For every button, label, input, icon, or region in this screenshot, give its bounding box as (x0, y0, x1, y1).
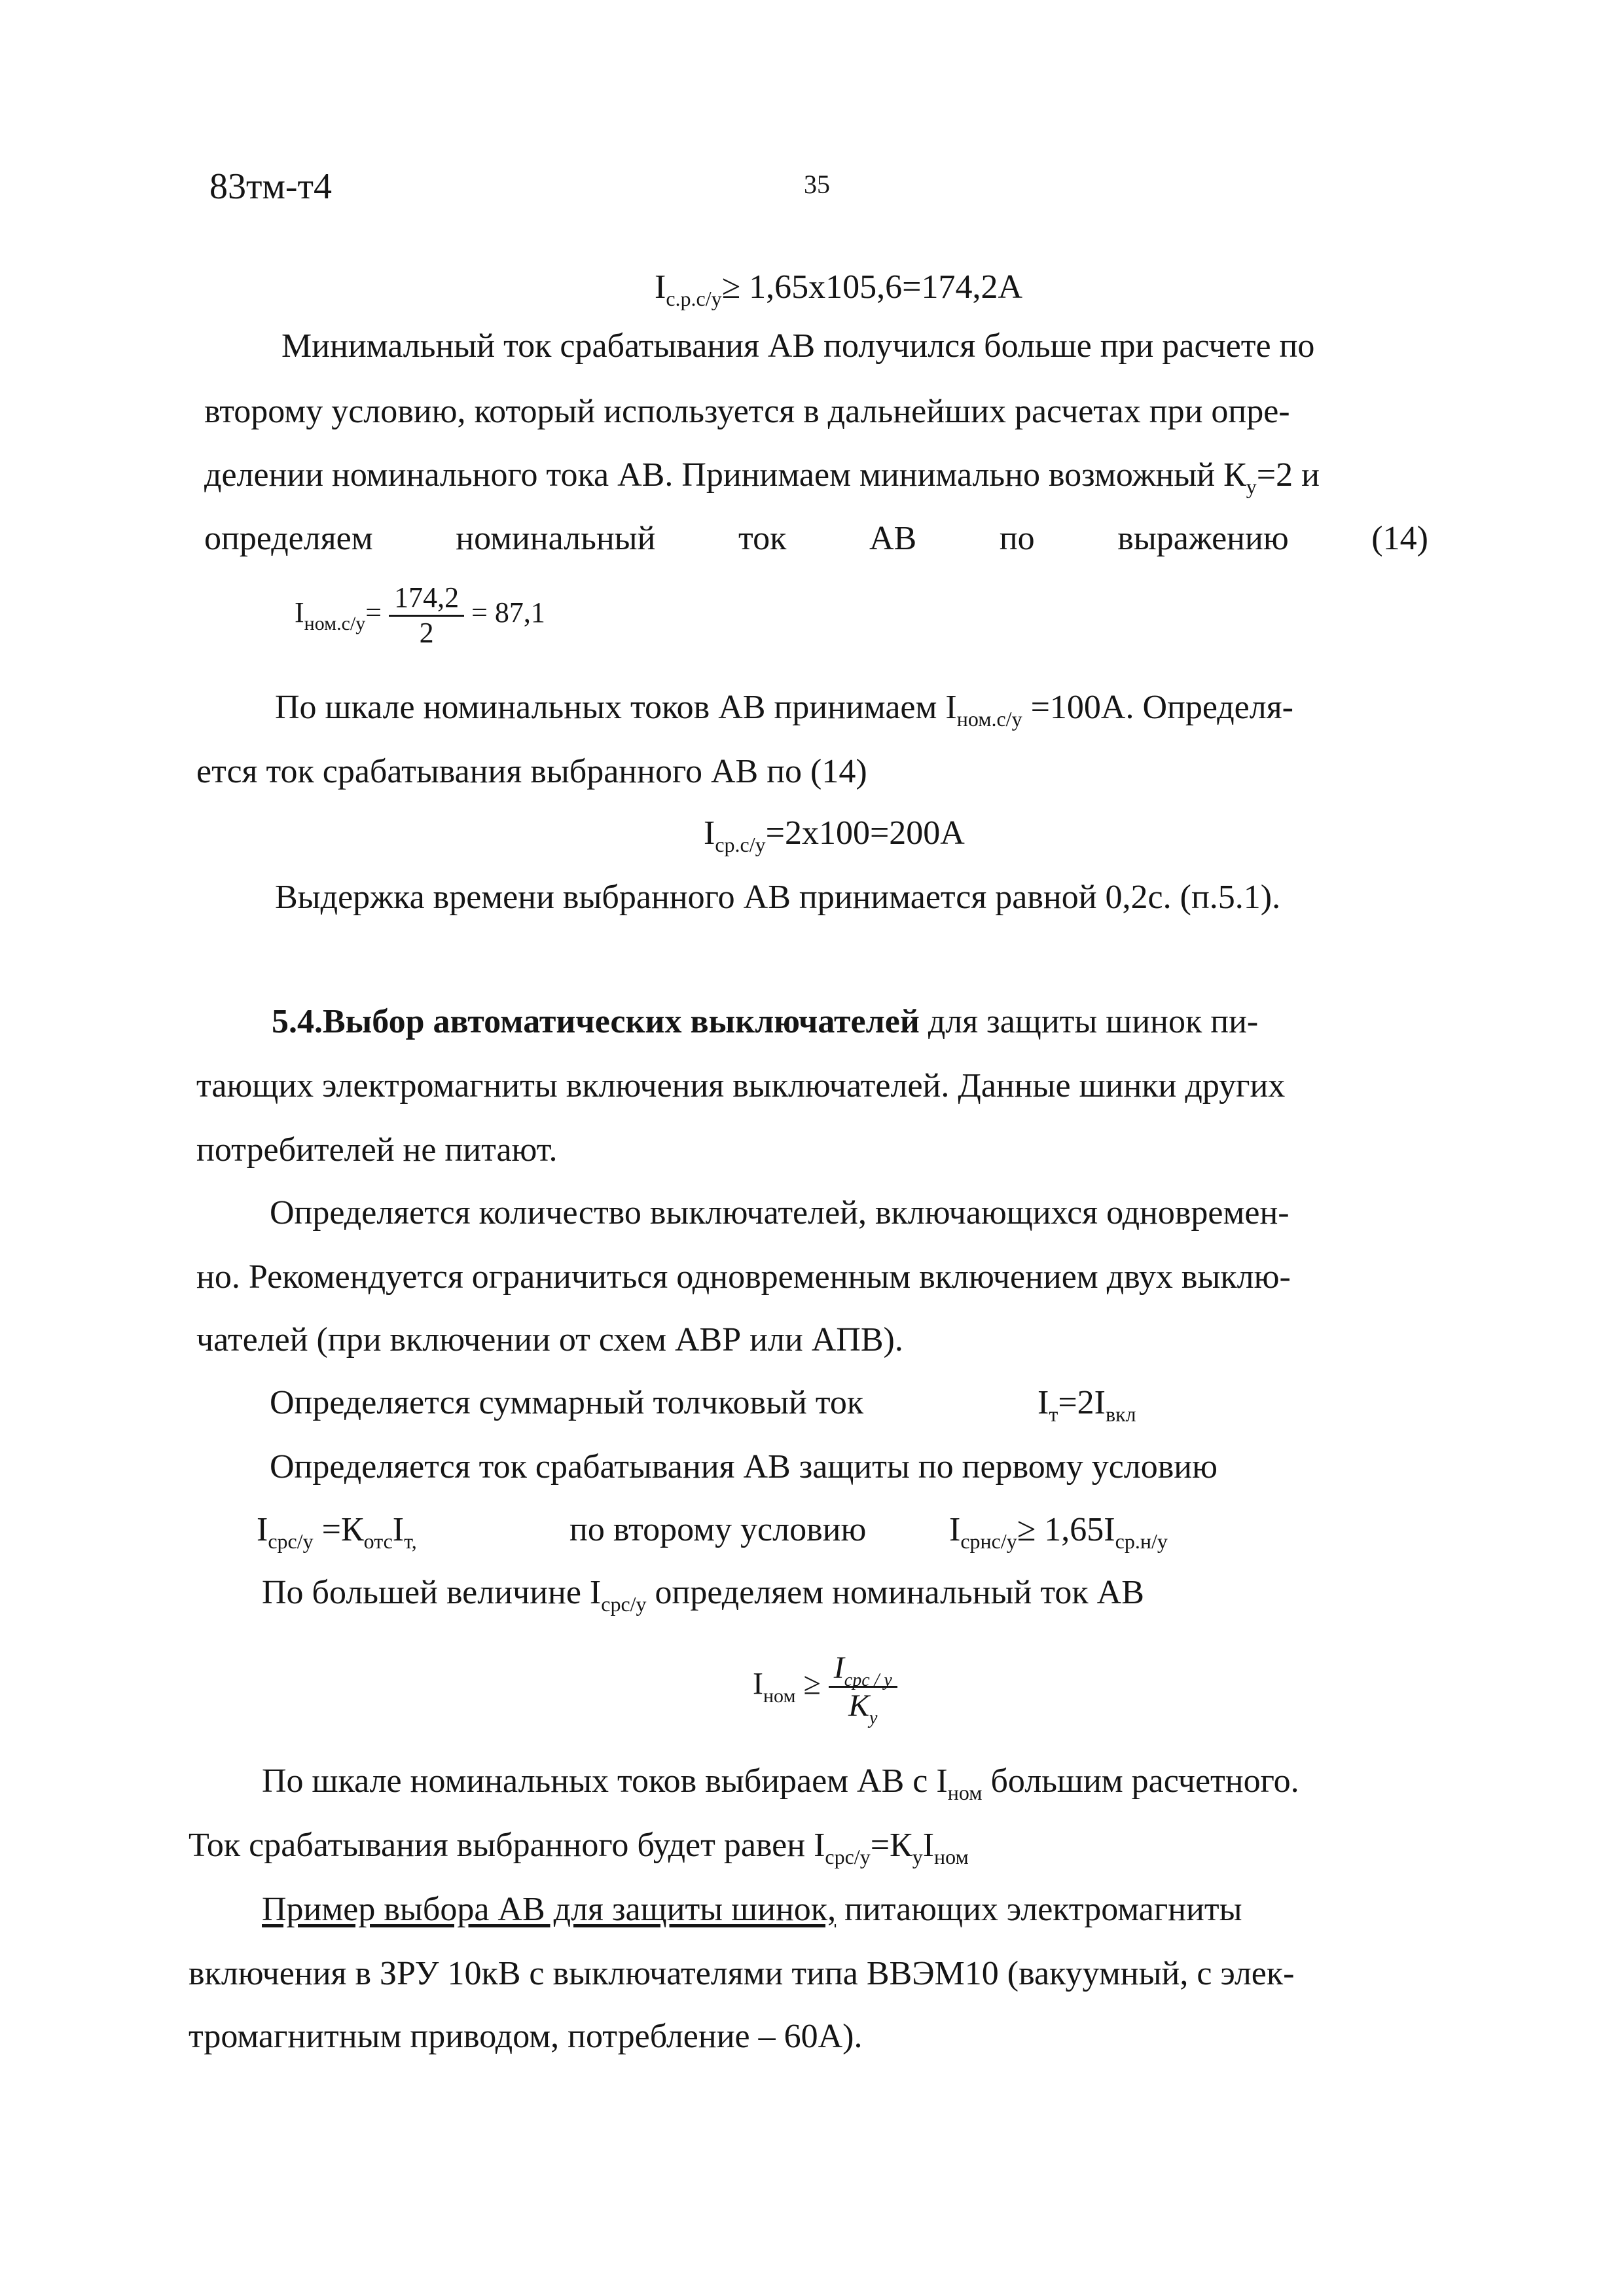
paragraph-4-line-3: чателей (при включении от схем АВР или АПВ). (196, 1321, 903, 1358)
paragraph-5-line-2: Определяется ток срабатывания АВ защиты по первому условию (270, 1448, 1218, 1485)
paragraph-2-line-2: ется ток срабатывания выбранного АВ по (14) (196, 753, 867, 790)
paragraph-1-line-2: второму условию, который используется в дальнейших расчетах при опре- (204, 393, 1290, 430)
formula-condition-1: $I_{срс/у} =К_{отс}I_{т,}$ (257, 1511, 417, 1553)
paragraph-4-line-2: но. Рекомендуется ограничиться одновременным включением двух выклю- (196, 1258, 1291, 1296)
paragraph-7-line-3: тромагнитным приводом, потребление – 60А). (189, 2018, 863, 2055)
formula-nominal-current: $I_{ном.с/у}=$ $\frac{174,2}{2}$ = 87,1 (295, 581, 545, 649)
formula-trip-current-selected: $I_{ср.с/у}=2х100=200А$ (704, 814, 965, 856)
paragraph-3: Выдержка времени выбранного АВ принимается равной 0,2с. (п.5.1). (275, 879, 1281, 916)
formula-min-trip-current: $I_{с.р.с/у}\ge 1,65х105,6=174,2А$ (655, 268, 1023, 310)
example-heading: Пример выбора АВ для защиты шинок, (262, 1891, 837, 1928)
paragraph-6-line-2: Ток срабатывания выбранного будет равен $I_{срс/у}=К_уI_{ном}$ (189, 1827, 969, 1868)
condition-2-label: по второму условию (569, 1511, 867, 1548)
paragraph-7-line-2: включения в ЗРУ 10кВ с выключателями типа ВВЭМ10 (вакуумный, с элек- (189, 1955, 1295, 1992)
paragraph-1-line-4: определяем номинальный ток АВ по выражению (14) (204, 520, 1428, 557)
paragraph-5-line-4: По большей величине $I_{срс/у}$ определяем номинальный ток АВ (262, 1574, 1144, 1616)
paragraph-1-line-1: Минимальный ток срабатывания АВ получился больше при расчете по (281, 327, 1315, 365)
section-5-4-line-2: тающих электромагниты включения выключателей. Данные шинки других (196, 1067, 1286, 1104)
paragraph-2-line-1: По шкале номинальных токов АВ принимаем $I_{ном.с/у} =100А$. Определя- (275, 689, 1293, 731)
paragraph-6-line-1: По шкале номинальных токов выбираем АВ с $I_{ном}$ большим расчетного. (262, 1762, 1299, 1804)
paragraph-1-line-3: делении номинального тока АВ. Принимаем минимально возможный $К_у=2$ и (204, 456, 1320, 498)
paragraph-7-line-1: Пример выбора АВ для защиты шинок, питающих электромагниты (262, 1891, 1242, 1928)
section-5-4-heading: 5.4.Выбор автоматических выключателей (272, 1003, 920, 1040)
section-5-4-line-3: потребителей не питают. (196, 1131, 558, 1169)
formula-condition-2: $I_{срнс/у}\ge 1,65I_{ср.н/у}$ (949, 1511, 1168, 1553)
paragraph-5-line-1: Определяется суммарный толчковый ток (270, 1384, 864, 1421)
document-code: 83тм-т4 (209, 166, 333, 207)
page-number: 35 (804, 170, 830, 199)
section-5-4-line-1: 5.4.Выбор автоматических выключателей для защиты шинок пи- (272, 1003, 1259, 1040)
paragraph-4-line-1: Определяется количество выключателей, включающихся одновремен- (270, 1194, 1290, 1231)
formula-inrush-current: $I_т=2I_{вкл}$ (1038, 1384, 1136, 1426)
formula-nominal-from-ratio: $I_{ном}$ ≥ $\frac{I_{срс / у}}{К_у}$ (753, 1650, 897, 1724)
